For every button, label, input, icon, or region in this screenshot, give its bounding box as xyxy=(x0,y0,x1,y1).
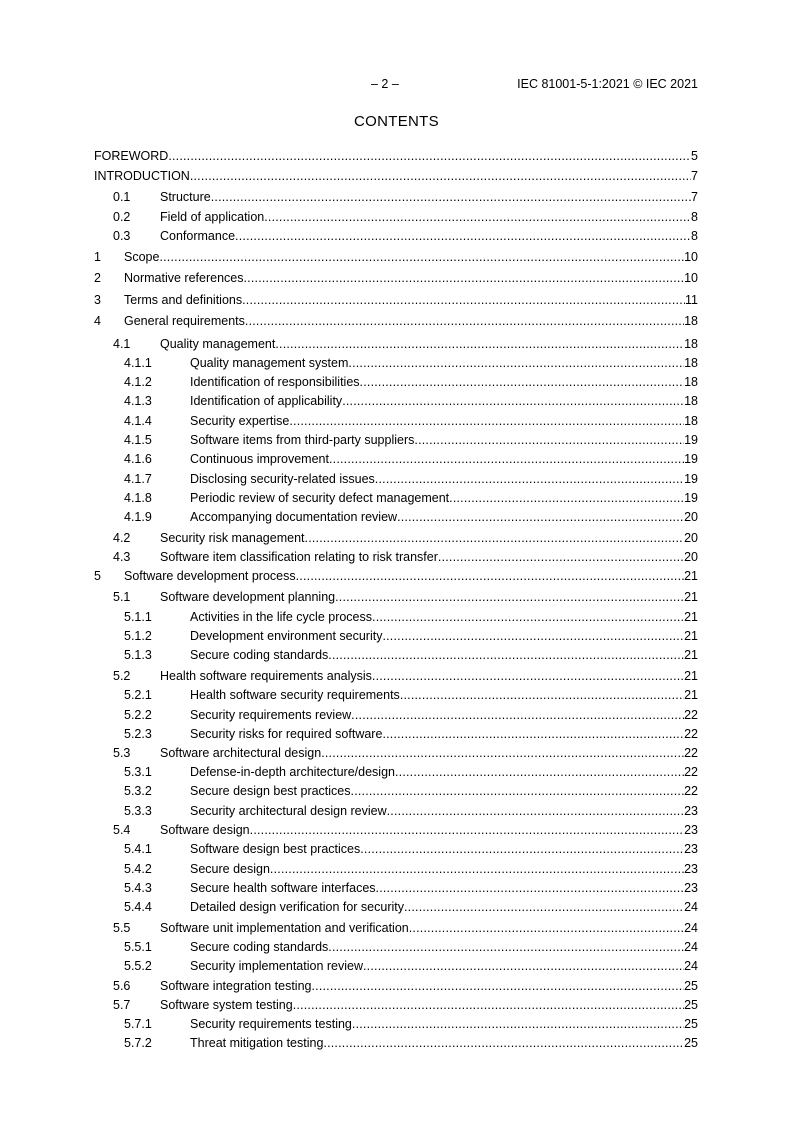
toc-entry-page: 23 xyxy=(684,862,698,876)
toc-entry-number: 5.2 xyxy=(113,669,131,683)
toc-entry-title: Structure xyxy=(160,190,211,204)
toc-entry-page: 25 xyxy=(684,1036,698,1050)
toc-entry-page: 23 xyxy=(684,842,698,856)
toc-entry-number: 0.1 xyxy=(113,190,131,204)
dot-leader xyxy=(250,821,684,839)
toc-entry-number: 0.2 xyxy=(113,210,131,224)
toc-entry[interactable] xyxy=(0,412,698,430)
toc-entry-title: Threat mitigation testing xyxy=(190,1036,324,1050)
dot-leader xyxy=(159,248,684,266)
toc-entry-title: Development environment security xyxy=(190,629,383,643)
toc-entry-page: 20 xyxy=(684,531,698,545)
toc-entry-title: Software development planning xyxy=(160,590,336,604)
toc-entry[interactable] xyxy=(0,667,698,685)
toc-entry[interactable] xyxy=(0,431,698,449)
dot-leader xyxy=(414,431,684,449)
toc-entry-page: 22 xyxy=(684,765,698,779)
toc-entry[interactable] xyxy=(0,627,698,645)
toc-entry-title: FOREWORD xyxy=(94,149,169,163)
toc-entry-number: 0.3 xyxy=(113,229,131,243)
toc-entry-page: 7 xyxy=(691,169,698,183)
toc-entry-page: 7 xyxy=(691,190,698,204)
toc-entry-page: 24 xyxy=(684,959,698,973)
toc-entry-title: Secure health software interfaces xyxy=(190,881,376,895)
toc-entry[interactable] xyxy=(0,567,698,585)
toc-entry-page: 25 xyxy=(684,979,698,993)
toc-entry-page: 19 xyxy=(684,452,698,466)
dot-leader xyxy=(211,188,691,206)
toc-entry-page: 24 xyxy=(684,940,698,954)
toc-entry-page: 10 xyxy=(684,271,698,285)
toc-entry-page: 25 xyxy=(684,998,698,1012)
toc-entry-title: Identification of applicability xyxy=(190,394,343,408)
toc-entry-number: 4 xyxy=(94,314,101,328)
page-number: – 2 – xyxy=(371,77,399,91)
toc-entry[interactable] xyxy=(0,489,698,507)
toc-entry-page: 19 xyxy=(684,491,698,505)
dot-leader xyxy=(342,392,684,410)
toc-entry-number: 5.5.1 xyxy=(124,940,152,954)
toc-entry-number: 4.3 xyxy=(113,550,131,564)
toc-entry-number: 4.1 xyxy=(113,337,131,351)
toc-entry-number: 1 xyxy=(94,250,101,264)
toc-entry-title: Software design best practices xyxy=(190,842,361,856)
toc-entry-title: Health software security requirements xyxy=(190,688,400,702)
dot-leader xyxy=(289,412,684,430)
dot-leader xyxy=(335,588,684,606)
dot-leader xyxy=(352,1015,684,1033)
toc-entry[interactable] xyxy=(0,898,698,916)
toc-entry-number: 5 xyxy=(94,569,101,583)
dot-leader xyxy=(382,627,684,645)
toc-entry-page: 21 xyxy=(684,669,698,683)
toc-entry[interactable] xyxy=(0,508,698,526)
toc-entry-page: 18 xyxy=(684,356,698,370)
toc-entry[interactable] xyxy=(0,354,698,372)
toc-entry-page: 18 xyxy=(684,314,698,328)
toc-entry-page: 25 xyxy=(684,1017,698,1031)
toc-entry-title: General requirements xyxy=(124,314,245,328)
toc-entry-title: Secure design xyxy=(190,862,270,876)
toc-entry-number: 5.4.2 xyxy=(124,862,152,876)
toc-entry-number: 5.3.3 xyxy=(124,804,152,818)
dot-leader xyxy=(375,470,684,488)
toc-entry-page: 21 xyxy=(684,648,698,662)
dot-leader xyxy=(305,529,685,547)
dot-leader xyxy=(409,919,684,937)
toc-entry-page: 18 xyxy=(684,375,698,389)
toc-entry[interactable] xyxy=(0,470,698,488)
toc-entry-number: 5.3.1 xyxy=(124,765,152,779)
toc-entry-page: 23 xyxy=(684,823,698,837)
toc-entry-number: 4.1.4 xyxy=(124,414,152,428)
dot-leader xyxy=(376,879,685,897)
toc-entry-number: 5.1.1 xyxy=(124,610,152,624)
dot-leader xyxy=(235,227,691,245)
toc-entry[interactable] xyxy=(0,938,698,956)
dot-leader xyxy=(329,450,684,468)
toc-entry-page: 18 xyxy=(684,337,698,351)
toc-entry-page: 21 xyxy=(684,590,698,604)
toc-entry-number: 4.1.5 xyxy=(124,433,152,447)
toc-entry-number: 4.1.2 xyxy=(124,375,152,389)
dot-leader xyxy=(395,763,684,781)
page-header xyxy=(94,77,698,93)
toc-entry[interactable] xyxy=(0,450,698,468)
toc-entry[interactable] xyxy=(0,821,698,839)
toc-entry-title: Software architectural design xyxy=(160,746,322,760)
toc-entry[interactable] xyxy=(0,706,698,724)
toc-entry-page: 8 xyxy=(691,210,698,224)
toc-entry-title: Secure design best practices xyxy=(190,784,351,798)
toc-entry-title: Quality management xyxy=(160,337,276,351)
toc-entry-number: 4.1.9 xyxy=(124,510,152,524)
toc-entry-number: 5.5.2 xyxy=(124,959,152,973)
toc-entry-page: 18 xyxy=(684,414,698,428)
toc-entry-number: 5.1.2 xyxy=(124,629,152,643)
toc-entry-number: 4.1.6 xyxy=(124,452,152,466)
toc-entry[interactable] xyxy=(0,763,698,781)
toc-entry-number: 5.7.2 xyxy=(124,1036,152,1050)
dot-leader xyxy=(311,977,684,995)
dot-leader xyxy=(168,147,691,165)
toc-entry[interactable] xyxy=(0,227,698,245)
toc-entry-title: Defense-in-depth architecture/design xyxy=(190,765,395,779)
toc-entry-title: Secure coding standards xyxy=(190,940,329,954)
toc-entry[interactable] xyxy=(0,686,698,704)
toc-entry-page: 19 xyxy=(684,472,698,486)
toc-entry-number: 5.7 xyxy=(113,998,131,1012)
toc-entry[interactable] xyxy=(0,373,698,391)
toc-entry[interactable] xyxy=(0,392,698,410)
toc-entry-number: 5.4.4 xyxy=(124,900,152,914)
dot-leader xyxy=(275,335,684,353)
dot-leader xyxy=(351,782,685,800)
dot-leader xyxy=(296,567,684,585)
toc-entry-title: Activities in the life cycle process xyxy=(190,610,373,624)
dot-leader xyxy=(245,312,684,330)
toc-entry-title: Security risks for required software xyxy=(190,727,383,741)
dot-leader xyxy=(328,938,684,956)
toc-entry-page: 24 xyxy=(684,900,698,914)
toc-entry-page: 23 xyxy=(684,804,698,818)
dot-leader xyxy=(372,608,684,626)
toc-entry-title: Quality management system xyxy=(190,356,349,370)
toc-entry-page: 22 xyxy=(684,727,698,741)
toc-entry-page: 23 xyxy=(684,881,698,895)
dot-leader xyxy=(397,508,684,526)
toc-entry-title: Software items from third-party suppliers xyxy=(190,433,415,447)
dot-leader xyxy=(328,646,684,664)
toc-entry[interactable] xyxy=(0,744,698,762)
toc-entry[interactable] xyxy=(0,588,698,606)
toc-entry-page: 5 xyxy=(691,149,698,163)
toc-entry[interactable] xyxy=(0,147,698,165)
dot-leader xyxy=(264,208,691,226)
toc-entry-title: Continuous improvement xyxy=(190,452,329,466)
toc-entry-title: Security expertise xyxy=(190,414,290,428)
toc-entry-title: Scope xyxy=(124,250,160,264)
toc-entry[interactable] xyxy=(0,248,698,266)
toc-entry[interactable] xyxy=(0,840,698,858)
toc-entry-number: 5.7.1 xyxy=(124,1017,152,1031)
toc-entry-number: 3 xyxy=(94,293,101,307)
toc-entry-number: 5.2.2 xyxy=(124,708,152,722)
dot-leader xyxy=(244,269,685,287)
toc-entry[interactable] xyxy=(0,919,698,937)
toc-entry-page: 21 xyxy=(684,629,698,643)
toc-entry[interactable] xyxy=(0,608,698,626)
toc-entry[interactable] xyxy=(0,646,698,664)
toc-entry-number: 5.1.3 xyxy=(124,648,152,662)
toc-entry-title: Secure coding standards xyxy=(190,648,329,662)
toc-entry-title: Accompanying documentation review xyxy=(190,510,398,524)
toc-entry-number: 5.4.3 xyxy=(124,881,152,895)
toc-entry-title: Periodic review of security defect management xyxy=(190,491,450,505)
toc-entry-title: Detailed design verification for security xyxy=(190,900,404,914)
toc-entry[interactable] xyxy=(0,860,698,878)
toc-entry-title: Disclosing security-related issues xyxy=(190,472,375,486)
toc-entry[interactable] xyxy=(0,977,698,995)
toc-entry-title: Security risk management xyxy=(160,531,305,545)
toc-entry-number: 5.3.2 xyxy=(124,784,152,798)
dot-leader xyxy=(372,667,684,685)
dot-leader xyxy=(382,725,684,743)
toc-entry[interactable] xyxy=(0,208,698,226)
dot-leader xyxy=(387,802,684,820)
toc-entry[interactable] xyxy=(0,188,698,206)
toc-entry[interactable] xyxy=(0,802,698,820)
toc-entry-page: 11 xyxy=(685,293,698,307)
toc-entry-page: 22 xyxy=(684,746,698,760)
toc-entry[interactable] xyxy=(0,291,698,309)
dot-leader xyxy=(270,860,684,878)
toc-entry[interactable] xyxy=(0,312,698,330)
toc-entry-title: INTRODUCTION xyxy=(94,169,190,183)
toc-entry-number: 5.1 xyxy=(113,590,131,604)
toc-entry-number: 5.6 xyxy=(113,979,131,993)
toc-entry-page: 18 xyxy=(684,394,698,408)
toc-entry-number: 5.5 xyxy=(113,921,131,935)
toc-entry-number: 5.4 xyxy=(113,823,131,837)
toc-entry-title: Security requirements testing xyxy=(190,1017,352,1031)
dot-leader xyxy=(323,1034,684,1052)
toc-entry[interactable] xyxy=(0,996,698,1014)
toc-entry-page: 21 xyxy=(684,610,698,624)
toc-entry[interactable] xyxy=(0,548,698,566)
toc-entry-page: 21 xyxy=(684,688,698,702)
toc-entry-number: 5.2.3 xyxy=(124,727,152,741)
toc-entry-title: Field of application xyxy=(160,210,265,224)
toc-entry-title: Identification of responsibilities xyxy=(190,375,360,389)
toc-entry-number: 4.1.3 xyxy=(124,394,152,408)
toc-entry[interactable] xyxy=(0,725,698,743)
dot-leader xyxy=(242,291,685,309)
toc-entry-title: Software system testing xyxy=(160,998,293,1012)
toc-entry[interactable] xyxy=(0,529,698,547)
dot-leader xyxy=(404,898,684,916)
toc-entry[interactable] xyxy=(0,335,698,353)
toc-entry-page: 22 xyxy=(684,708,698,722)
dot-leader xyxy=(400,686,684,704)
toc-entry-number: 4.1.7 xyxy=(124,472,152,486)
toc-entry-title: Terms and definitions xyxy=(124,293,243,307)
toc-entry-title: Software development process xyxy=(124,569,296,583)
toc-entry-title: Software item classification relating to risk transfer xyxy=(160,550,438,564)
toc-entry-number: 4.1.1 xyxy=(124,356,152,370)
toc-entry-title: Conformance xyxy=(160,229,236,243)
toc-entry-title: Software unit implementation and verification xyxy=(160,921,409,935)
toc-entry-number: 4.2 xyxy=(113,531,131,545)
toc-entry-title: Software integration testing xyxy=(160,979,312,993)
toc-entry-page: 10 xyxy=(684,250,698,264)
toc-entry-page: 19 xyxy=(684,433,698,447)
toc-entry-number: 5.4.1 xyxy=(124,842,152,856)
toc-entry-number: 5.2.1 xyxy=(124,688,152,702)
toc-entry[interactable] xyxy=(0,1034,698,1052)
toc-entry-title: Security requirements review xyxy=(190,708,352,722)
toc-entry-title: Software design xyxy=(160,823,250,837)
dot-leader xyxy=(360,840,684,858)
toc-entry-page: 24 xyxy=(684,921,698,935)
dot-leader xyxy=(438,548,684,566)
toc-entry-page: 8 xyxy=(691,229,698,243)
dot-leader xyxy=(360,373,685,391)
dot-leader xyxy=(190,167,691,185)
toc-entry-page: 20 xyxy=(684,550,698,564)
toc-entry[interactable] xyxy=(0,879,698,897)
dot-leader xyxy=(348,354,684,372)
dot-leader xyxy=(449,489,684,507)
toc-entry[interactable] xyxy=(0,1015,698,1033)
toc-entry-title: Normative references xyxy=(124,271,244,285)
toc-entry-title: Health software requirements analysis xyxy=(160,669,372,683)
toc-entry-page: 21 xyxy=(684,569,698,583)
toc-entry[interactable] xyxy=(0,269,698,287)
toc-entry-title: Security implementation review xyxy=(190,959,363,973)
toc-entry[interactable] xyxy=(0,782,698,800)
dot-leader xyxy=(321,744,684,762)
toc-entry-number: 4.1.8 xyxy=(124,491,152,505)
dot-leader xyxy=(351,706,684,724)
toc-entry-title: Security architectural design review xyxy=(190,804,387,818)
toc-entry-page: 22 xyxy=(684,784,698,798)
toc-entry-number: 2 xyxy=(94,271,101,285)
toc-entry[interactable] xyxy=(0,167,698,185)
toc-entry-number: 5.3 xyxy=(113,746,131,760)
toc-entry[interactable] xyxy=(0,957,698,975)
toc-entry-page: 20 xyxy=(684,510,698,524)
dot-leader xyxy=(293,996,684,1014)
toc-title: CONTENTS xyxy=(354,113,439,130)
standard-id: IEC 81001-5-1:2021 © IEC 2021 xyxy=(517,77,698,91)
dot-leader xyxy=(363,957,684,975)
